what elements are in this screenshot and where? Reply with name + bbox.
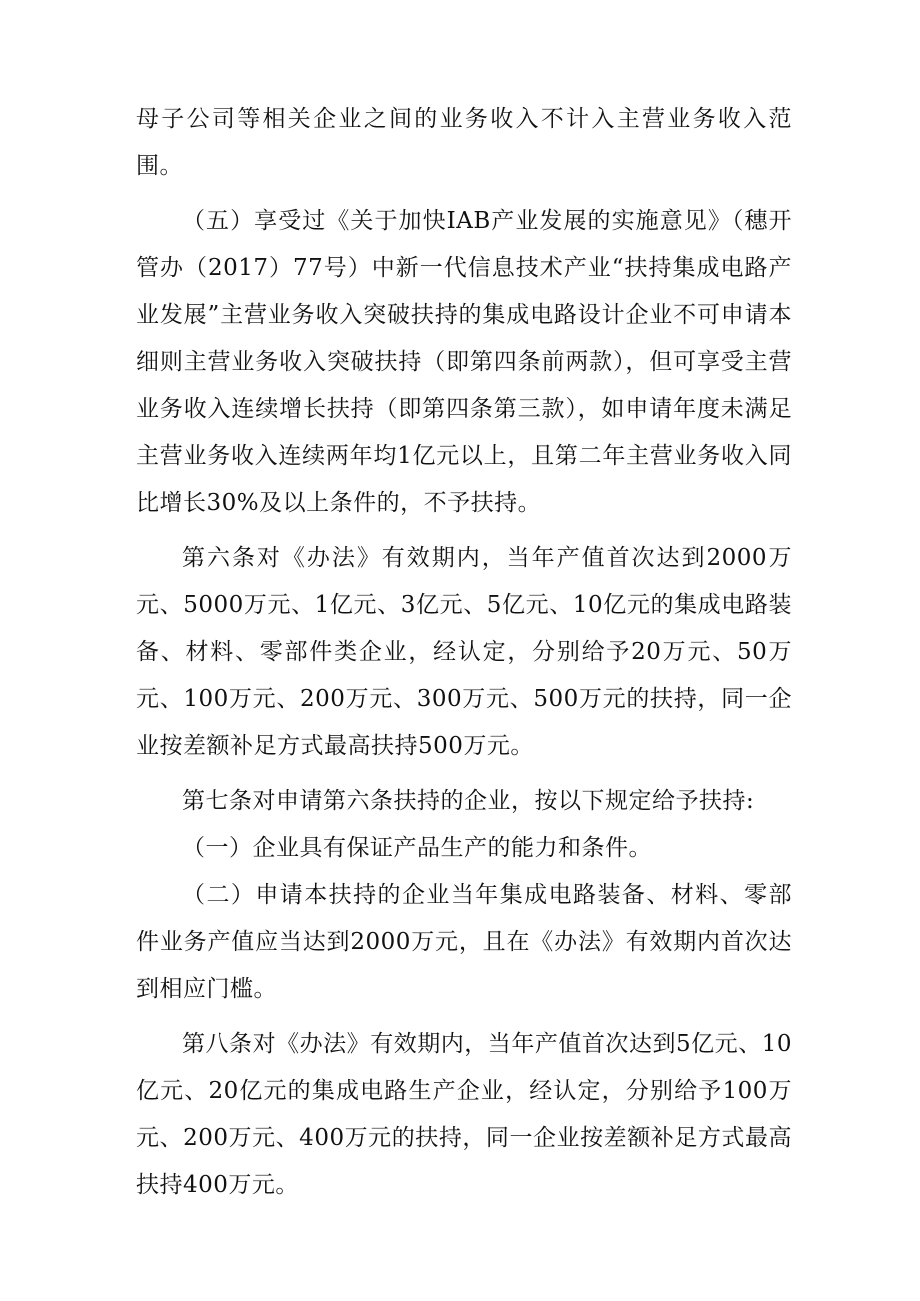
paragraph-article-7: 第七条对申请第六条扶持的企业，按以下规定给予扶持: — [182, 788, 755, 814]
paragraph-article-7-item-2: （二）申请本扶持的企业当年集成电路装备、材料、零部件业务产值应当达到2000万元，且在《办法》有效期内首次达到相应门槛。 — [136, 882, 792, 1002]
paragraph-article-6: 第六条对《办法》有效期内，当年产值首次达到2000万元、5000万元、1亿元、3亿元、5亿元、10亿元的集成电路装备、材料、零部件类企业，经认定，分别给予20万元、50万元、100万元、200万元、300万元、500万元的扶持，同一企业按差额补足方式最高扶持500万元。 — [136, 545, 792, 759]
paragraph-item-5: （五）享受过《关于加快IAB产业发展的实施意见》（穗开管办（2017）77号）中新一代信息技术产业“扶持集成电路产业发展”主营业务收入突破扶持的集成电路设计企业不可申请本细则主营业务收入突破扶持（即第四条前两款），但可享受主营业务收入连续增长扶持（即第四条第三款），如申请年度未满足主营业务收入连续两年均1亿元以上，且第二年主营业务收入同比增长30%及以上条件的，不予扶持。 — [136, 208, 792, 516]
paragraph-continuation: 母子公司等相关企业之间的业务收入不计入主营业务收入范围。 — [136, 106, 792, 179]
document-body — [136, 96, 792, 1209]
paragraph-article-7-item-1: （一）企业具有保证产品生产的能力和条件。 — [182, 835, 652, 861]
paragraph-article-8: 第八条对《办法》有效期内，当年产值首次达到5亿元、10亿元、20亿元的集成电路生产企业，经认定，分别给予100万元、200万元、400万元的扶持，同一企业按差额补足方式最高扶持400万元。 — [136, 1031, 792, 1198]
